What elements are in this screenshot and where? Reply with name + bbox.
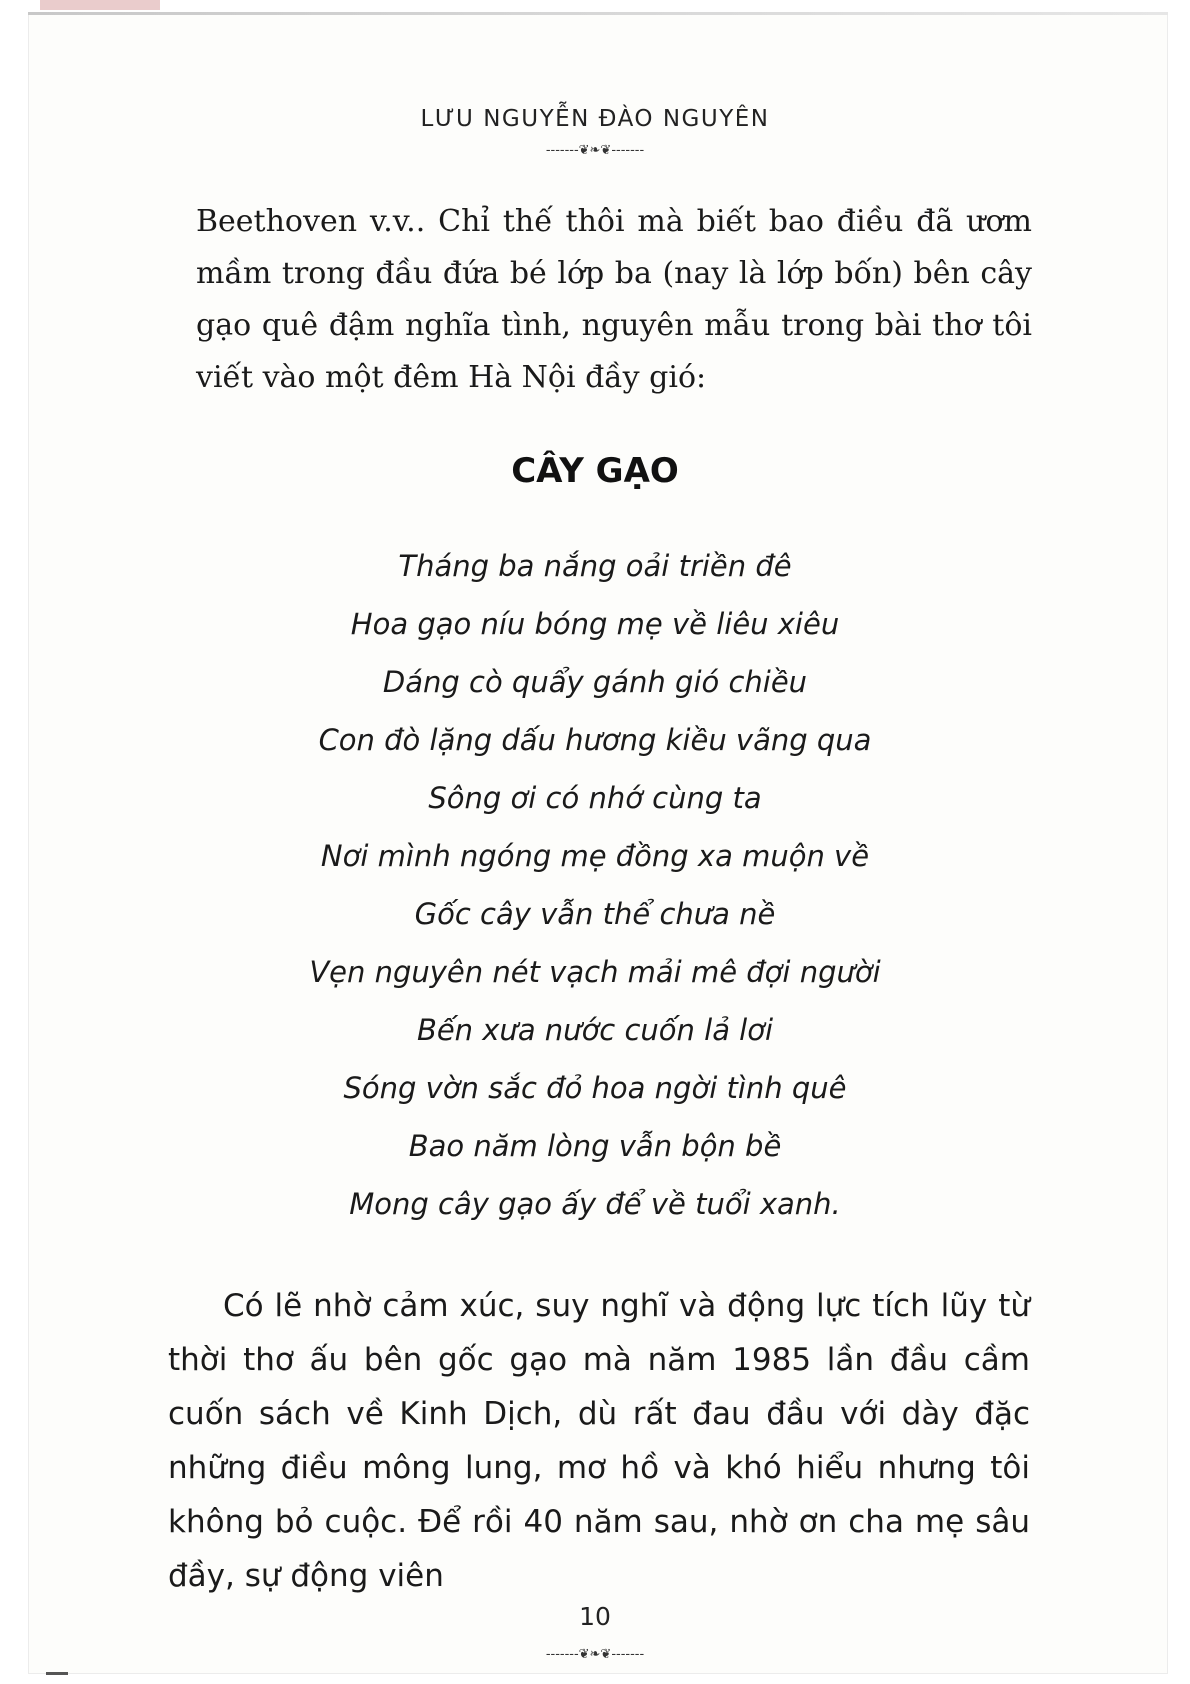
page-top-edge: [28, 12, 1168, 15]
poem-line: Sông ơi có nhớ cùng ta: [428, 781, 762, 815]
intro-paragraph: Beethoven v.v.. Chỉ thế thôi mà biết bao điều đã ươm mầm trong đầu đứa bé lớp ba (nay là lớp bốn) bên cây gạo quê đậm nghĩa tình, nguyên mẫu trong bài thơ tôi viết vào một đêm Hà Nội đầy gió:: [196, 204, 1032, 395]
poem-line: Dáng cò quẩy gánh gió chiều: [382, 665, 808, 699]
header-ornament: -------❦❧❦-------: [545, 143, 645, 158]
closing-paragraph: [168, 1279, 1030, 1603]
poem-line: Tháng ba nắng oải triền đê: [398, 549, 792, 583]
running-header-author: LƯU NGUYỄN ĐÀO NGUYÊN: [420, 106, 770, 132]
scan-edge-mark: [40, 0, 160, 10]
poem-line: Mong cây gạo ấy để về tuổi xanh.: [349, 1187, 841, 1221]
poem-line: Nơi mình ngóng mẹ đồng xa muộn về: [320, 839, 870, 873]
poem-line: Hoa gạo níu bóng mẹ về liêu xiêu: [350, 607, 840, 641]
poem-title: CÂY GẠO: [511, 451, 679, 491]
poem-line: Con đò lặng dấu hương kiều vãng qua: [318, 723, 872, 757]
closing-paragraph-text: Có lẽ nhờ cảm xúc, suy nghĩ và động lực tích lũy từ thời thơ ấu bên gốc gạo mà năm 1985 lần đầu cầm cuốn sách về Kinh Dịch, dù rất đau đầu với dày đặc những điều mông lung, mơ hồ và khó hiểu nhưng tôi không bỏ cuộc. Để rồi 40 năm sau, nhờ ơn cha mẹ sâu đầy, sự động viên: [168, 1288, 1030, 1594]
poem-line: Bao năm lòng vẫn bộn bề: [408, 1129, 782, 1163]
page-number: 10: [579, 1602, 611, 1631]
poem-line: Gốc cây vẫn thể chưa nề: [414, 897, 776, 931]
poem-line: Vẹn nguyên nét vạch mải mê đợi người: [309, 955, 881, 989]
poem-body: [0, 537, 1190, 1233]
footer-ornament: -------❦❧❦-------: [545, 1647, 645, 1662]
poem-line: Sóng vờn sắc đỏ hoa ngời tình quê: [343, 1071, 847, 1105]
poem-line: Bến xưa nước cuốn lả lơi: [416, 1013, 774, 1047]
scan-corner-mark: [46, 1672, 68, 1675]
